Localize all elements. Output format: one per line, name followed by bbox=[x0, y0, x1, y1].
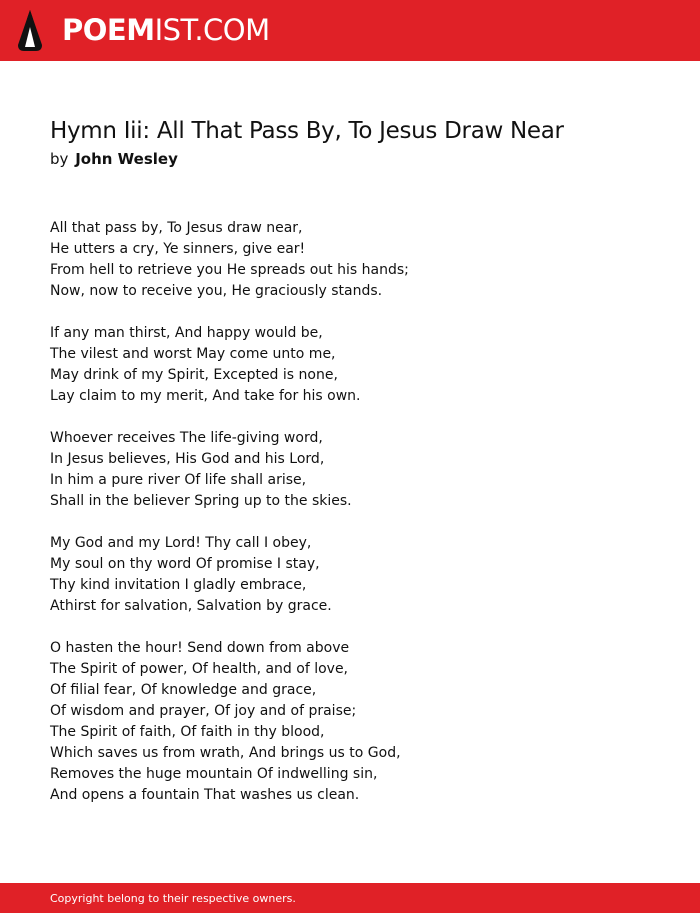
poem-line: All that pass by, To Jesus draw near, bbox=[50, 220, 303, 236]
poem-line: Which saves us from wrath, And brings us to God, bbox=[50, 745, 401, 761]
byline bbox=[50, 148, 178, 170]
poem-line: O hasten the hour! Send down from above bbox=[50, 640, 350, 656]
poem-line: Shall in the believer Spring up to the skies. bbox=[50, 493, 352, 509]
poem-line: The Spirit of faith, Of faith in thy blood, bbox=[50, 724, 325, 740]
logo-bold-text: POEM bbox=[62, 13, 155, 47]
stanza-1 bbox=[50, 218, 650, 302]
stanza-4 bbox=[50, 533, 650, 617]
poem-line: May drink of my Spirit, Excepted is none, bbox=[50, 367, 338, 383]
poem-line: And opens a fountain That washes us clean. bbox=[50, 787, 360, 803]
poem-line: Of wisdom and prayer, Of joy and of praise; bbox=[50, 703, 357, 719]
pen-nib-icon bbox=[17, 9, 43, 52]
poem-line: In him a pure river Of life shall arise, bbox=[50, 472, 307, 488]
by-label: by bbox=[50, 150, 69, 168]
poem-line: My soul on thy word Of promise I stay, bbox=[50, 556, 320, 572]
logo-light-text: IST.COM bbox=[154, 13, 270, 47]
stanza-3 bbox=[50, 428, 650, 512]
poem-line: Now, now to receive you, He graciously stands. bbox=[50, 283, 383, 299]
poem-line: If any man thirst, And happy would be, bbox=[50, 325, 323, 341]
poem-line: Removes the huge mountain Of indwelling sin, bbox=[50, 766, 378, 782]
site-logo[interactable] bbox=[62, 12, 270, 48]
poem-title: Hymn Iii: All That Pass By, To Jesus Draw Near bbox=[50, 118, 564, 144]
author-name: John Wesley bbox=[75, 150, 178, 168]
poem-line: Lay claim to my merit, And take for his own. bbox=[50, 388, 361, 404]
poem-line: Whoever receives The life-giving word, bbox=[50, 430, 323, 446]
poem-line: In Jesus believes, His God and his Lord, bbox=[50, 451, 325, 467]
site-footer bbox=[0, 883, 700, 913]
poem-line: The vilest and worst May come unto me, bbox=[50, 346, 336, 362]
poem-line: My God and my Lord! Thy call I obey, bbox=[50, 535, 312, 551]
stanza-2 bbox=[50, 323, 650, 407]
poem-line: He utters a cry, Ye sinners, give ear! bbox=[50, 241, 306, 257]
copyright-text: Copyright belong to their respective owners. bbox=[50, 892, 296, 905]
poem-line: Thy kind invitation I gladly embrace, bbox=[50, 577, 307, 593]
poem-body bbox=[50, 218, 650, 827]
poem-line: The Spirit of power, Of health, and of love, bbox=[50, 661, 349, 677]
stanza-5 bbox=[50, 638, 650, 806]
poem-line: Athirst for salvation, Salvation by grace. bbox=[50, 598, 332, 614]
site-header bbox=[0, 0, 700, 61]
poem-line: Of filial fear, Of knowledge and grace, bbox=[50, 682, 317, 698]
poem-line: From hell to retrieve you He spreads out his hands; bbox=[50, 262, 409, 278]
